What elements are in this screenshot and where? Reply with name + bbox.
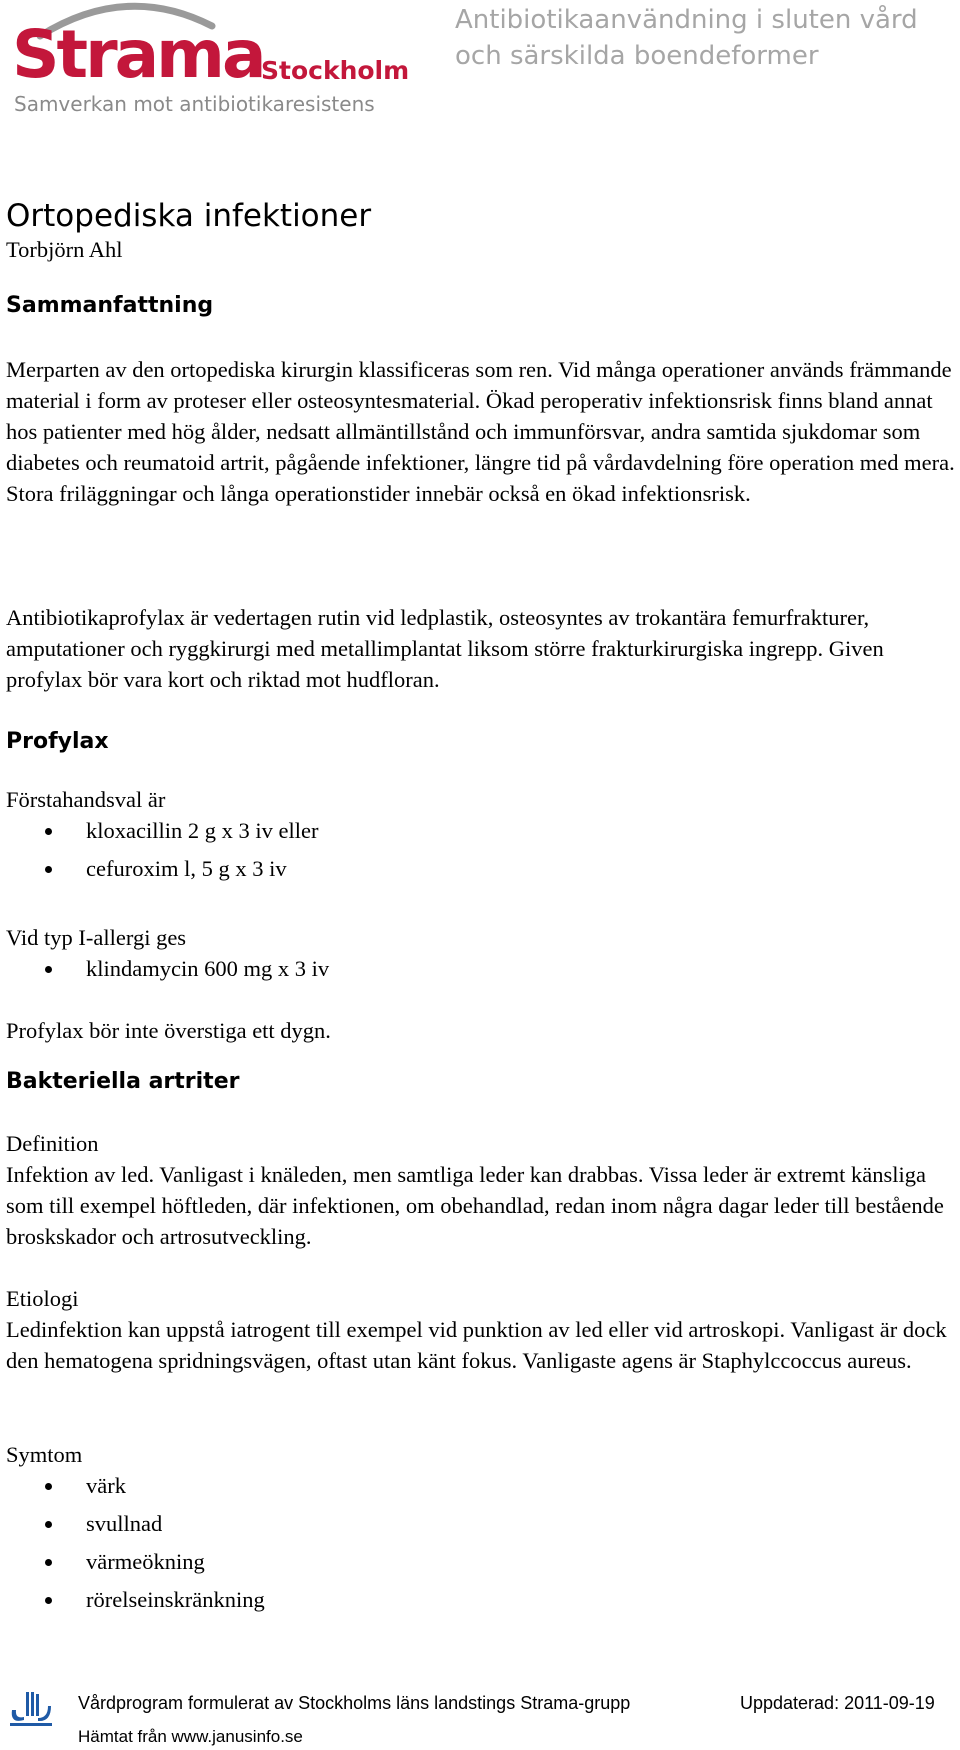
bullet-icon (45, 1597, 52, 1604)
first-choice-label: Förstahandsval är (6, 787, 166, 812)
bullet-icon (45, 866, 52, 873)
list-item-text: värk (86, 1473, 126, 1498)
footer-source-link[interactable]: Hämtat från www.janusinfo.se (78, 1727, 303, 1746)
footer-updated-text: Uppdaterad: 2011-09-19 (740, 1693, 935, 1713)
definition-paragraph: Infektion av led. Vanligast i knäleden, men samtliga leder kan drabbas. Vissa leder är extremt känsliga som till exempel höftleden, där infektionen, om obehandlad, redan inom några dagar leder till bestående broskskador och artrosutveckling. (6, 1162, 944, 1249)
bullet-icon (45, 828, 52, 835)
list-item-text: svullnad (86, 1511, 163, 1536)
symtom-list (0, 1470, 265, 1622)
bullet-icon (45, 1483, 52, 1490)
allergy-list (0, 953, 329, 991)
subheading-symtom: Symtom (6, 1442, 83, 1467)
list-item-text: kloxacillin 2 g x 3 iv eller (86, 818, 319, 843)
allergy-label: Vid typ I-allergi ges (6, 925, 187, 950)
section-heading-sammanfattning: Sammanfattning (6, 293, 214, 318)
first-choice-list (0, 815, 318, 891)
profylax-note: Profylax bör inte överstiga ett dygn. (6, 1018, 331, 1043)
list-item-text: cefuroxim l, 5 g x 3 iv (86, 856, 287, 881)
list-item (0, 1584, 265, 1622)
subheading-definition: Definition (6, 1131, 99, 1156)
summary-paragraph-2: Antibiotikaprofylax är vedertagen rutin vid ledplastik, osteosyntes av trokantära femurfrakturer, amputationer och ryggkirurgi med metallimplantat liksom större frakturkirurgiska ingrepp. Given profylax bör vara kort och riktad mot hudfloran. (6, 605, 884, 692)
list-item (0, 853, 318, 891)
list-item-text: värmeökning (86, 1549, 205, 1574)
subheading-etiologi: Etiologi (6, 1286, 79, 1311)
janus-logo-icon (8, 1690, 52, 1728)
page-title: Ortopediska infektioner (6, 198, 372, 234)
etiologi-paragraph: Ledinfektion kan uppstå iatrogent till exempel vid punktion av led eller vid artroskopi. Vanligast är dock den hematogena spridningsvägen, oftast utan känt fokus. Vanligaste agens är Staphylccoccus aureus. (6, 1317, 947, 1373)
header-title-line1: Antibiotikaanvändning i sluten vård (455, 5, 918, 35)
bullet-icon (45, 966, 52, 973)
list-item-text: klindamycin 600 mg x 3 iv (86, 956, 330, 981)
summary-paragraph-1: Merparten av den ortopediska kirurgin klassificeras som ren. Vid många operationer används främmande material i form av proteser eller osteosyntesmaterial. Ökad peroperativ infektionsrisk finns bland annat hos patienter med hög ålder, nedsatt allmäntillstånd och immunförsvar, andra samtida sjukdomar som diabetes och reumatoid artrit, pågående infektioner, längre tid på vårdavdelning före operation med mera. Stora friläggningar och långa operationstider innebär också en ökad infektionsrisk. (6, 357, 955, 506)
section-heading-bakteriella-artriter: Bakteriella artriter (6, 1069, 240, 1094)
logo-city-text: Stockholm (261, 56, 410, 85)
list-item (0, 1470, 265, 1508)
header-title-line2: och särskilda boendeformer (455, 41, 819, 71)
list-item-text: rörelseinskränkning (86, 1587, 265, 1612)
section-heading-profylax: Profylax (6, 729, 109, 754)
list-item (0, 1546, 265, 1584)
list-item (0, 815, 318, 853)
list-item (0, 953, 329, 991)
header-title (455, 2, 955, 74)
author: Torbjörn Ahl (6, 237, 123, 262)
bullet-icon (45, 1559, 52, 1566)
list-item (0, 1508, 265, 1546)
footer-program-text: Vårdprogram formulerat av Stockholms läns landstings Strama-grupp (78, 1693, 631, 1713)
logo-main-text: Strama (12, 16, 264, 93)
strama-logo (6, 0, 410, 125)
logo-tagline: Samverkan mot antibiotikaresistens (14, 92, 375, 116)
bullet-icon (45, 1521, 52, 1528)
